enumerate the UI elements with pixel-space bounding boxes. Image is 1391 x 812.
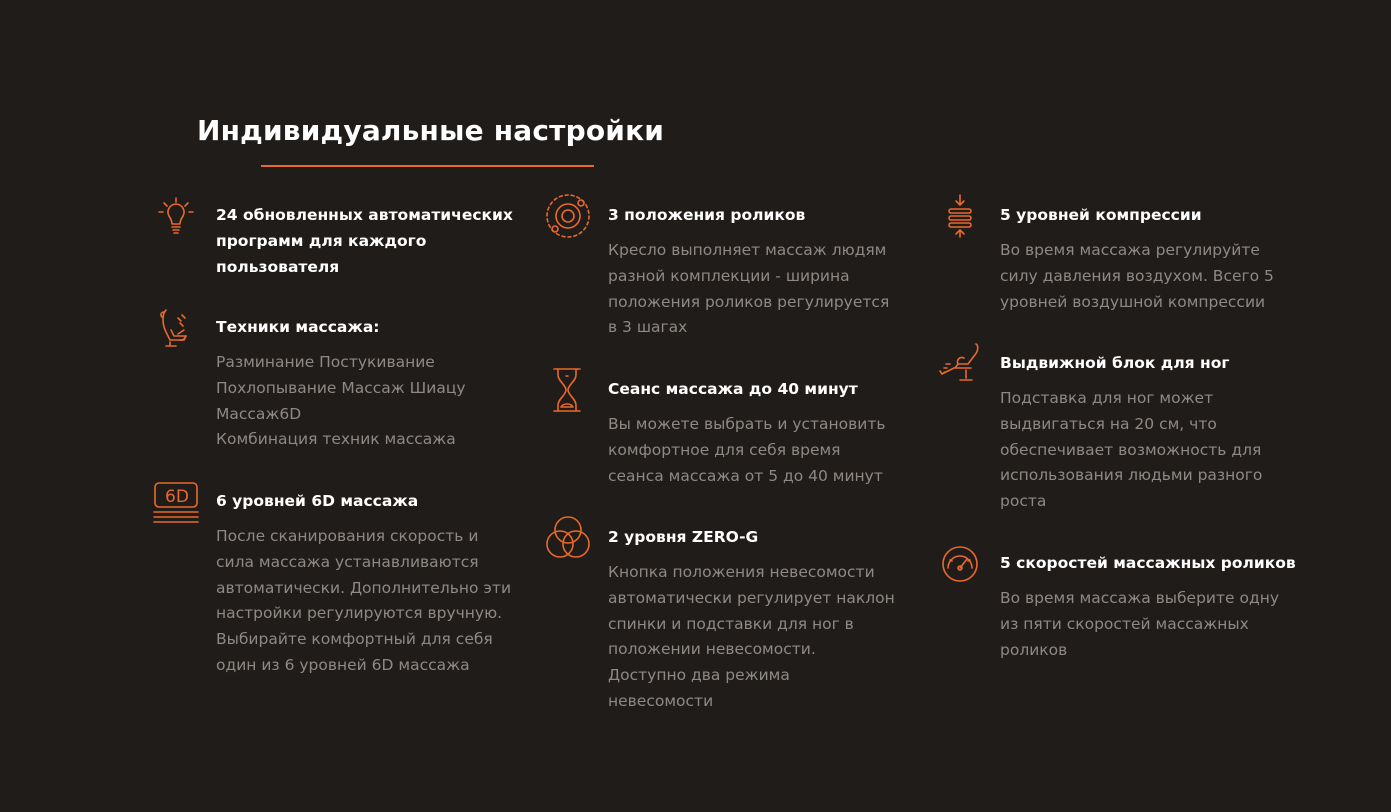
massage-chair-icon xyxy=(152,304,200,352)
feature-programs xyxy=(216,202,516,280)
feature-session xyxy=(608,376,898,489)
rollers-icon xyxy=(544,192,592,240)
feature-title: 2 уровня ZERO-G xyxy=(608,528,759,546)
feature-title: Выдвижной блок для ног xyxy=(1000,354,1230,372)
feature-text: Кресло выполняет массаж людям разной комплекции - ширина положения роликов регулируется в 3 шагах xyxy=(608,241,890,337)
feature-title: 24 обновленных автоматических программ для каждого пользователя xyxy=(216,206,513,276)
six-d-icon xyxy=(152,478,200,526)
feature-speeds xyxy=(1000,550,1300,663)
feature-text: Разминание Постукивание Похлопывание Массаж Шиацу Массаж6D Комбинация техник массажа xyxy=(216,353,466,449)
compression-icon xyxy=(936,192,984,240)
feature-techniques xyxy=(216,314,476,453)
feature-compression xyxy=(1000,202,1300,315)
leg-rest-icon xyxy=(936,340,984,388)
six-d-icon-label: 6D xyxy=(165,487,189,507)
feature-title: 5 уровней компрессии xyxy=(1000,206,1202,224)
feature-title: 5 скоростей массажных роликов xyxy=(1000,554,1296,572)
feature-text: Подставка для ног может выдвигаться на 20 см, что обеспечивает возможность для использования людьми разного роста xyxy=(1000,389,1263,511)
feature-title: Техники массажа: xyxy=(216,318,380,336)
feature-6d xyxy=(165,487,516,679)
feature-title: Сеанс массажа до 40 минут xyxy=(608,380,858,398)
feature-text: Во время массажа выберите одну из пяти скоростей массажных роликов xyxy=(1000,589,1279,659)
feature-title: 3 положения роликов xyxy=(608,206,806,224)
title-underline xyxy=(261,165,594,167)
feature-zero-g xyxy=(608,524,898,715)
hourglass-icon xyxy=(544,366,592,414)
speedometer-icon xyxy=(936,540,984,588)
feature-rollers xyxy=(608,202,898,341)
section-title: Индивидуальные настройки xyxy=(197,114,665,147)
feature-text: После сканирования скорость и сила массажа устанавливаются автоматически. Дополнительно эти настройки регулируются вручную. Выбирайте комфортный для себя один из 6 уровней 6D массажа xyxy=(216,527,512,674)
feature-title: 6 уровней 6D массажа xyxy=(216,492,419,510)
feature-text: Вы можете выбрать и установить комфортное для себя время сеанса массажа от 5 до 40 минут xyxy=(608,415,886,485)
feature-text: Во время массажа регулируйте силу давления воздухом. Всего 5 уровней воздушной компрессии xyxy=(1000,241,1274,311)
zero-g-circles-icon xyxy=(544,514,592,562)
feature-leg-rest xyxy=(1000,350,1280,515)
feature-text: Кнопка положения невесомости автоматически регулирует наклон спинки и подставки для ног в положении невесомости. Доступно два режима невесомости xyxy=(608,563,895,710)
lightbulb-icon xyxy=(152,192,200,240)
